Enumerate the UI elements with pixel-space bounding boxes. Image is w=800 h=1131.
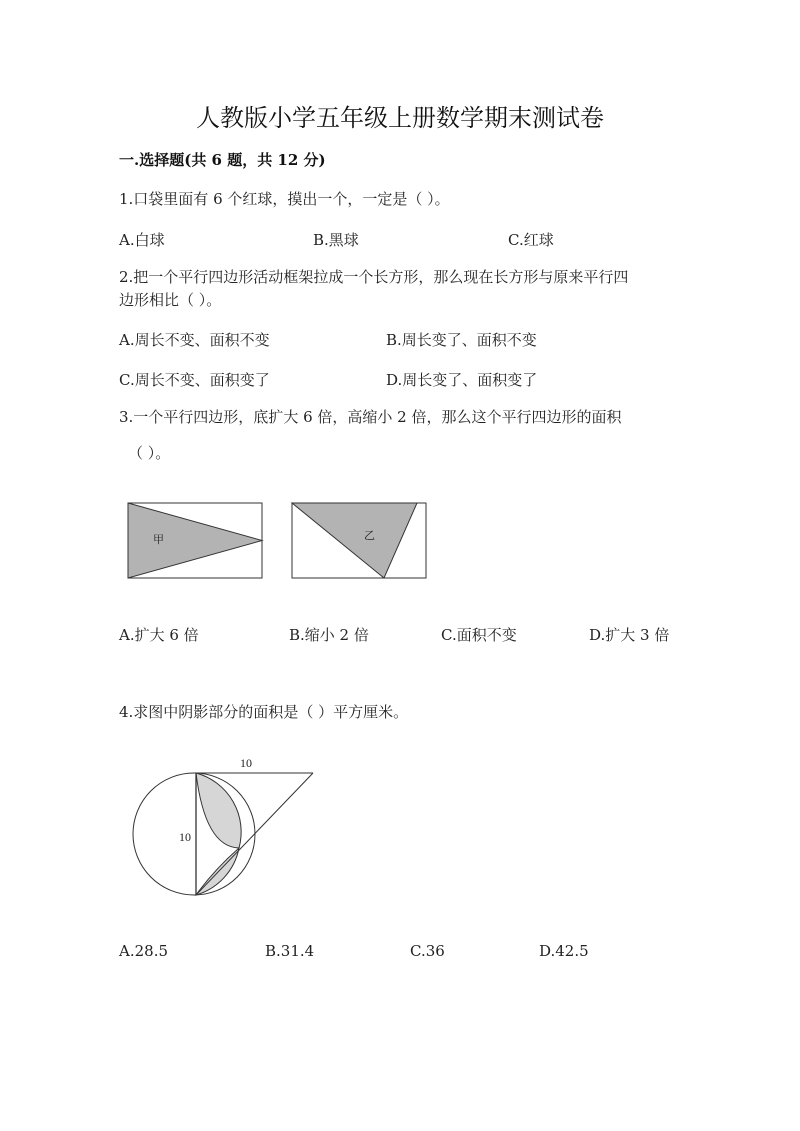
question-3-figure xyxy=(120,496,440,586)
question-2-option-a[interactable]: A.周长不变、面积不变 xyxy=(119,331,270,349)
question-1-option-b[interactable]: B.黑球 xyxy=(313,231,359,249)
question-3-option-d[interactable]: D.扩大 3 倍 xyxy=(589,626,670,644)
question-4-figure xyxy=(130,752,330,902)
shaded-triangle-yi xyxy=(292,503,417,578)
label-yi: 乙 xyxy=(364,529,375,542)
section-heading: 一.选择题(共 6 题，共 12 分) xyxy=(119,151,326,169)
question-4-option-d[interactable]: D.42.5 xyxy=(539,942,589,960)
question-4-stem: 4.求图中阴影部分的面积是（ ）平方厘米。 xyxy=(119,703,409,721)
label-left-length: 10 xyxy=(179,830,191,844)
question-3-stem-line1: 3.一个平行四边形，底扩大 6 倍，高缩小 2 倍，那么这个平行四边形的面积 xyxy=(119,408,622,426)
shaded-lens-region xyxy=(196,773,241,848)
question-2-stem-line1: 2.把一个平行四边形活动框架拉成一个长方形，那么现在长方形与原来平行四 xyxy=(119,268,629,286)
question-3-option-c[interactable]: C.面积不变 xyxy=(441,626,517,644)
page-title: 人教版小学五年级上册数学期末测试卷 xyxy=(196,104,604,132)
question-1-stem: 1.口袋里面有 6 个红球，摸出一个，一定是（ ）。 xyxy=(119,190,450,208)
question-4-option-c[interactable]: C.36 xyxy=(410,942,445,960)
question-3-option-b[interactable]: B.缩小 2 倍 xyxy=(289,626,369,644)
question-1-option-c[interactable]: C.红球 xyxy=(508,231,554,249)
question-2-option-c[interactable]: C.周长不变、面积变了 xyxy=(119,371,270,389)
question-2-stem-line2: 边形相比（ ）。 xyxy=(119,291,222,309)
question-3-option-a[interactable]: A.扩大 6 倍 xyxy=(119,626,199,644)
question-3-stem-line2: （ ）。 xyxy=(128,444,171,462)
label-top-length: 10 xyxy=(240,756,252,770)
question-2-option-d[interactable]: D.周长变了、面积变了 xyxy=(386,371,538,389)
label-jia: 甲 xyxy=(153,533,164,546)
question-4-option-b[interactable]: B.31.4 xyxy=(265,942,315,960)
question-2-option-b[interactable]: B.周长变了、面积不变 xyxy=(386,331,537,349)
question-4-option-a[interactable]: A.28.5 xyxy=(119,942,168,960)
question-1-option-a[interactable]: A.白球 xyxy=(119,231,165,249)
shaded-triangle-jia xyxy=(128,503,262,578)
